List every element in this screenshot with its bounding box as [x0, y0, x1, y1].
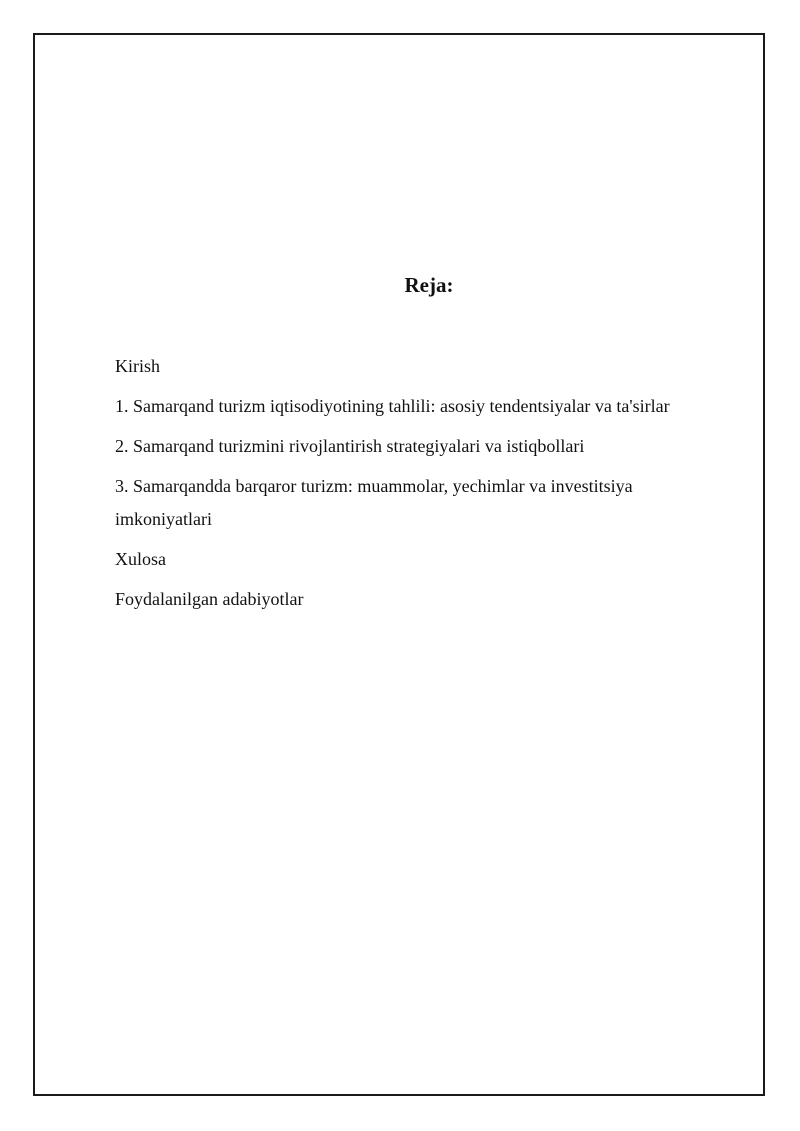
toc-item-1: 1. Samarqand turizm iqtisodiyotining tahlili: asosiy tendentsiyalar va ta'sirlar	[115, 396, 670, 416]
page-title: Reja:	[404, 273, 454, 297]
toc-item-conclusion: Xulosa	[115, 549, 166, 569]
toc-item-introduction: Kirish	[115, 356, 160, 376]
table-of-contents	[115, 350, 715, 623]
toc-item-2: 2. Samarqand turizmini rivojlantirish strategiyalari va istiqbollari	[115, 436, 585, 456]
toc-item-references: Foydalanilgan adabiyotlar	[115, 589, 304, 609]
toc-item-3: 3. Samarqandda barqaror turizm: muammolar, yechimlar va investitsiya imkoniyatlari	[115, 476, 633, 529]
